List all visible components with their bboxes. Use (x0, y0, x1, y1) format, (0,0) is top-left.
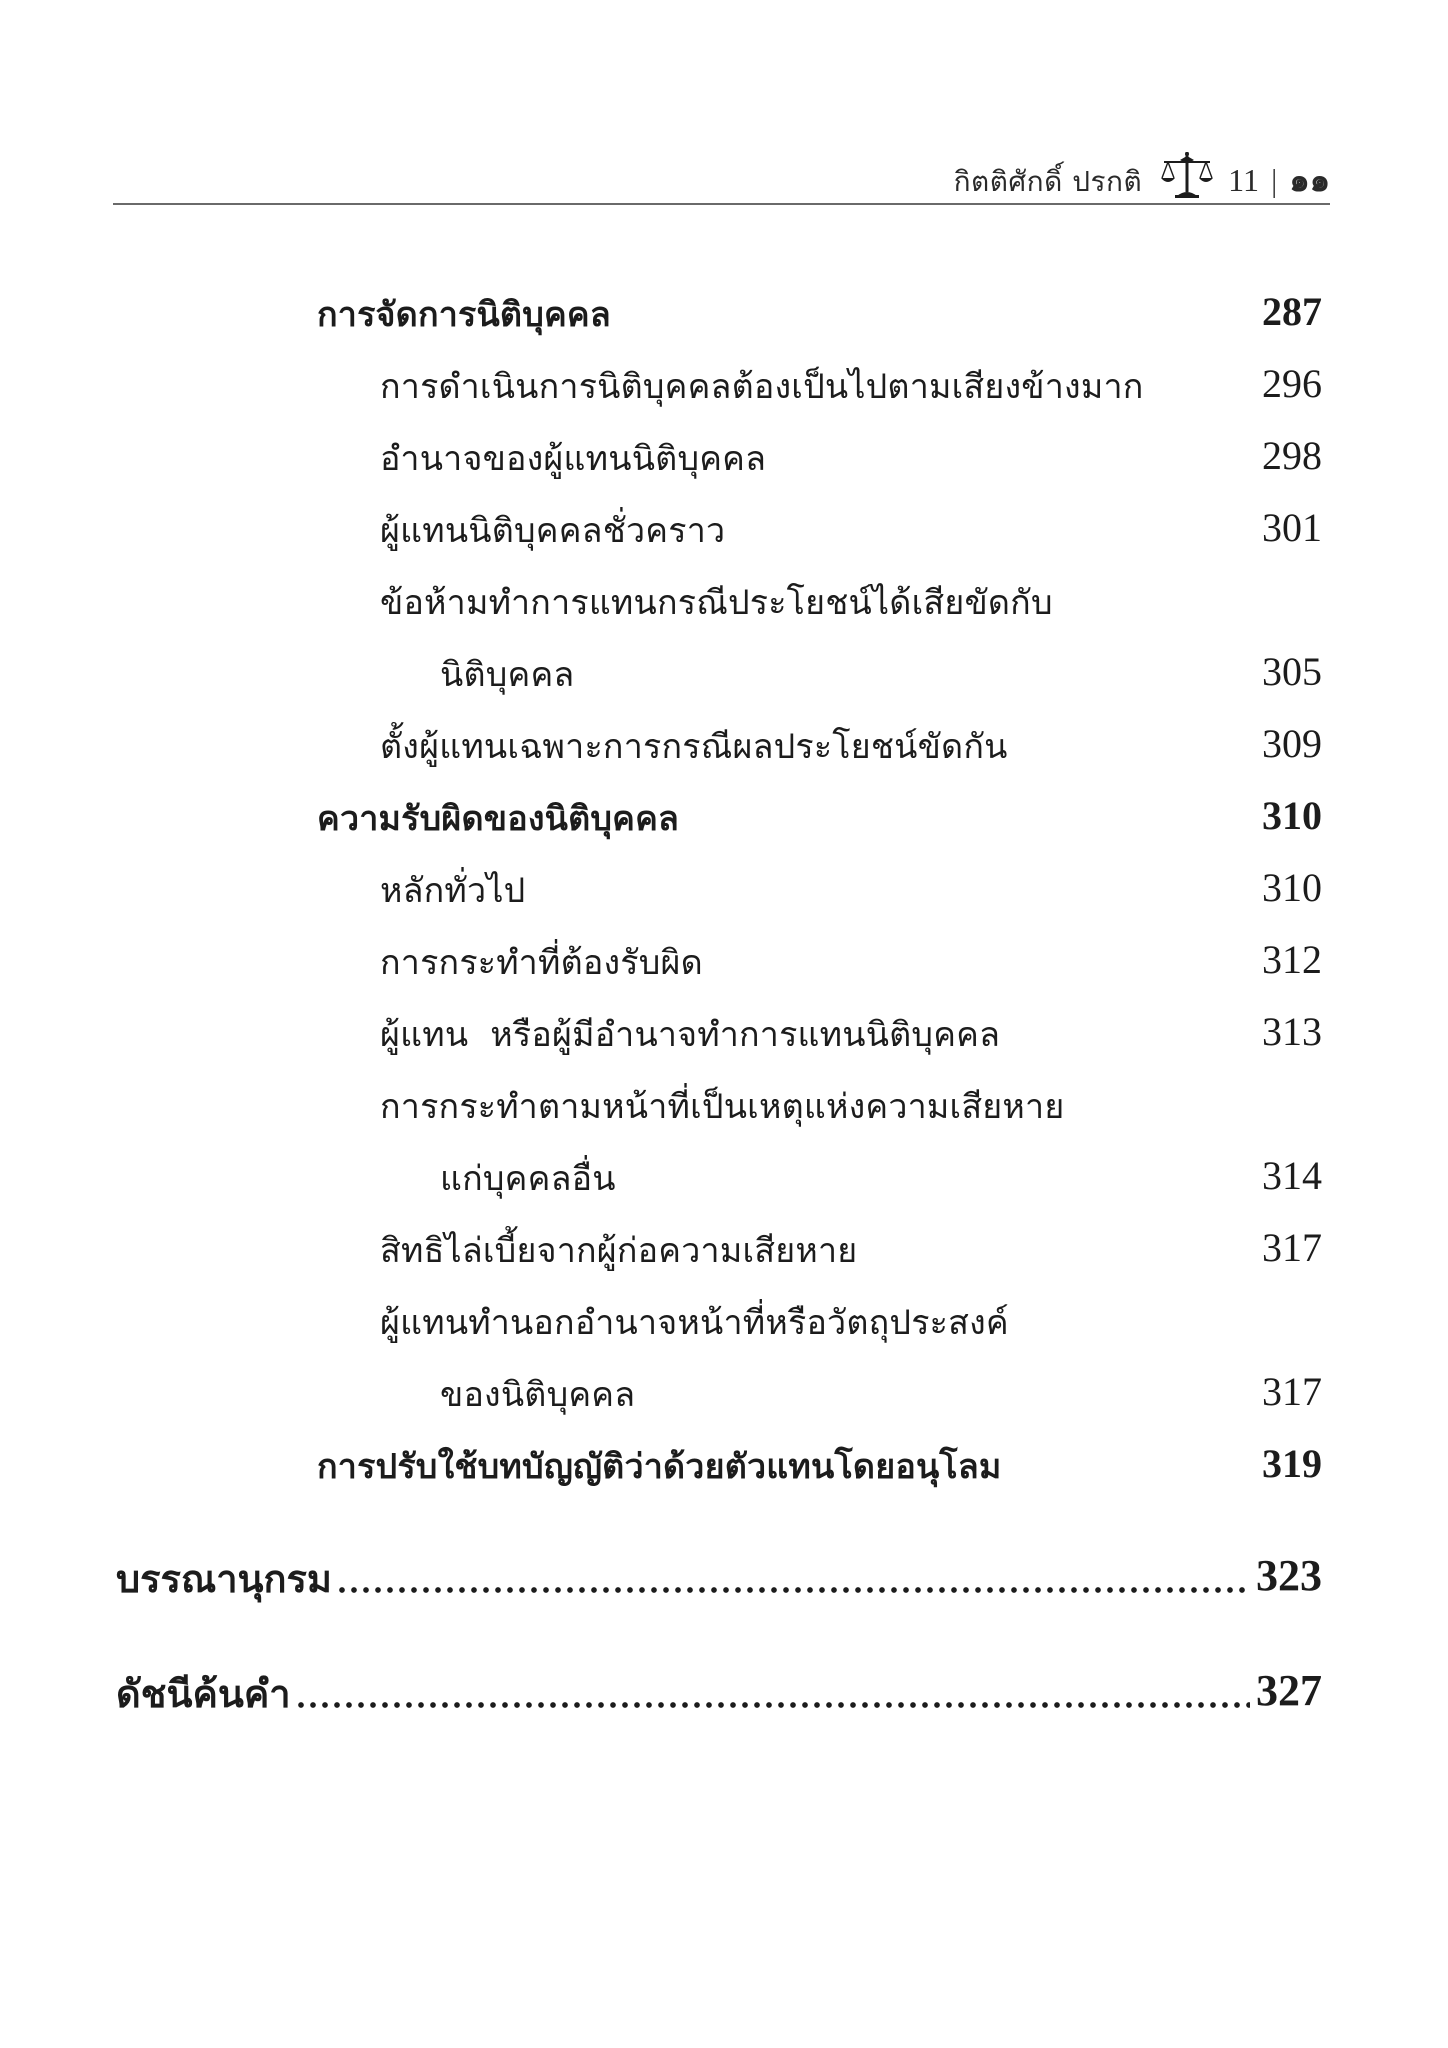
page-number-thai: ๑๑ (1289, 161, 1330, 199)
entry-page: 310 (1262, 865, 1322, 910)
entry-page: 314 (1262, 1153, 1322, 1198)
toc-entry[interactable] (380, 992, 1322, 1055)
index-page: 327 (1256, 1666, 1322, 1715)
entry-page: 301 (1262, 505, 1322, 550)
entry-title-continuation: ของนิติบุคคล (440, 1375, 636, 1415)
entry-title: ผู้แทนทำนอกอำนาจหน้าที่หรือวัตถุประสงค์ (380, 1303, 1009, 1343)
entry-title: ผู้แทนนิติบุคคลชั่วคราว (380, 511, 726, 551)
toc-section-heading[interactable] (317, 272, 1322, 335)
toc-entry[interactable] (380, 920, 1322, 983)
entry-title: อำนาจของผู้แทนนิติบุคคล (380, 439, 767, 479)
dot-leader (336, 1586, 1250, 1594)
toc-entry[interactable] (380, 488, 1322, 551)
section-title: การปรับใช้บทบัญญัติว่าด้วยตัวแทนโดยอนุโลม (317, 1447, 1002, 1487)
section-page: 287 (1262, 289, 1322, 334)
entry-title: การกระทำตามหน้าที่เป็นเหตุแห่งความเสียหาย (380, 1087, 1065, 1127)
entry-title-continuation: แก่บุคคลอื่น (440, 1159, 616, 1199)
entry-page: 309 (1262, 721, 1322, 766)
toc-section-heading[interactable] (317, 776, 1322, 839)
section-page: 319 (1262, 1441, 1322, 1486)
author-name: กิตติศักดิ์ ปรกติ (953, 165, 1143, 198)
toc-entry[interactable] (380, 704, 1322, 767)
toc-entry[interactable] (380, 560, 1322, 623)
section-page: 310 (1262, 793, 1322, 838)
page-number: 11 (1228, 162, 1259, 198)
toc-entry[interactable] (380, 1280, 1322, 1343)
entry-title-continuation: นิติบุคคล (440, 655, 575, 695)
entry-title: ตั้งผู้แทนเฉพาะการกรณีผลประโยชน์ขัดกัน (380, 727, 1008, 767)
toc-index[interactable] (116, 1643, 1322, 1716)
entry-title: หลักทั่วไป (380, 871, 526, 911)
toc-bibliography[interactable] (116, 1528, 1322, 1601)
bibliography-title: บรรณานุกรม (116, 1556, 332, 1601)
header-rule (113, 203, 1330, 205)
toc-entry-continuation[interactable] (440, 1136, 1322, 1199)
entry-page: 296 (1262, 361, 1322, 406)
section-title: ความรับผิดของนิติบุคคล (317, 799, 680, 839)
entry-title: การดำเนินการนิติบุคคลต้องเป็นไปตามเสียงข้างมาก (380, 367, 1144, 407)
entry-title: การกระทำที่ต้องรับผิด (380, 943, 703, 983)
toc-entry[interactable] (380, 344, 1322, 407)
entry-page: 312 (1262, 937, 1322, 982)
page-number-separator: | (1270, 162, 1278, 198)
toc-entry-continuation[interactable] (440, 632, 1322, 695)
scales-of-justice-icon (1160, 150, 1214, 200)
dot-leader (295, 1701, 1250, 1709)
section-title: การจัดการนิติบุคคล (317, 295, 611, 335)
index-title: ดัชนีค้นคำ (116, 1671, 291, 1716)
running-head (113, 150, 1330, 204)
entry-page: 317 (1262, 1369, 1322, 1414)
toc-entry[interactable] (380, 1064, 1322, 1127)
entry-page: 317 (1262, 1225, 1322, 1270)
toc-entry[interactable] (380, 416, 1322, 479)
entry-title: ผู้แทน หรือผู้มีอำนาจทำการแทนนิติบุคคล (380, 1015, 1001, 1055)
entry-page: 313 (1262, 1009, 1322, 1054)
toc-entry[interactable] (380, 1208, 1322, 1271)
bibliography-page: 323 (1256, 1551, 1322, 1600)
entry-page: 298 (1262, 433, 1322, 478)
entry-title: ข้อห้ามทำการแทนกรณีประโยชน์ได้เสียขัดกับ (380, 583, 1053, 623)
entry-title: สิทธิไล่เบี้ยจากผู้ก่อความเสียหาย (380, 1231, 858, 1271)
toc-entry-continuation[interactable] (440, 1352, 1322, 1415)
toc-entry[interactable] (380, 848, 1322, 911)
toc-section-heading[interactable] (317, 1424, 1322, 1487)
entry-page: 305 (1262, 649, 1322, 694)
